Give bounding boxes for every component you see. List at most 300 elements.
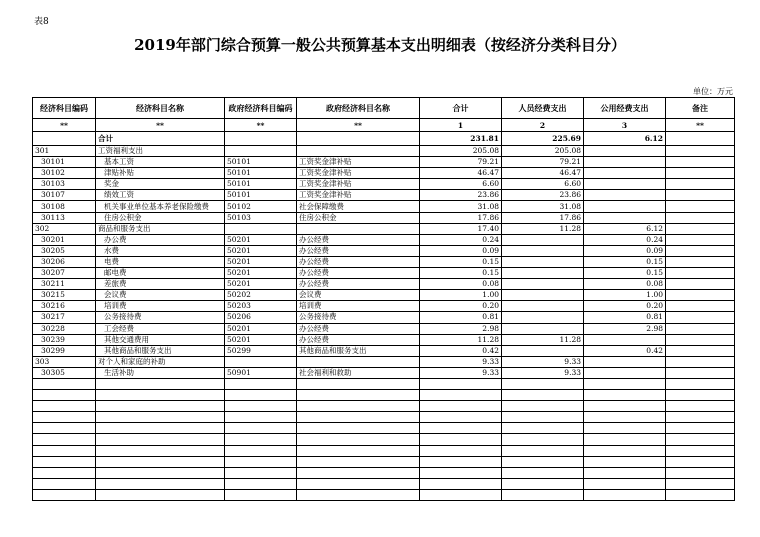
gov-name-cell: 其他商品和服务支出 (297, 345, 420, 356)
public-cell: 6.12 (584, 132, 666, 146)
table-body (33, 132, 735, 501)
sum-cell: 17.40 (420, 223, 502, 234)
gov-code-cell: 50102 (225, 201, 297, 212)
code-cell: 30201 (33, 234, 96, 245)
code-cell: 30108 (33, 201, 96, 212)
gov-code-cell (225, 146, 297, 157)
gov-name-cell: 工资奖金津补贴 (297, 179, 420, 190)
public-cell (584, 190, 666, 201)
empty-cell (225, 378, 297, 389)
header-cell: 政府经济科目编码 (225, 98, 297, 119)
name-cell: 工会经费 (96, 323, 225, 334)
empty-row (33, 467, 735, 478)
code-cell: 30239 (33, 334, 96, 345)
personnel-cell (502, 301, 584, 312)
gov-code-cell (225, 356, 297, 367)
note-cell (666, 334, 735, 345)
empty-cell (420, 456, 502, 467)
empty-cell (96, 434, 225, 445)
name-cell: 绩效工资 (96, 190, 225, 201)
empty-cell (225, 478, 297, 489)
public-cell: 0.20 (584, 301, 666, 312)
table-row (33, 256, 735, 267)
code-cell (33, 132, 96, 146)
personnel-cell: 225.69 (502, 132, 584, 146)
empty-cell (96, 378, 225, 389)
sum-cell: 46.47 (420, 168, 502, 179)
gov-name-cell (297, 132, 420, 146)
empty-cell (225, 423, 297, 434)
public-cell: 0.15 (584, 256, 666, 267)
empty-cell (420, 478, 502, 489)
budget-table (32, 97, 735, 501)
note-cell (666, 245, 735, 256)
table-row (33, 279, 735, 290)
personnel-cell (502, 323, 584, 334)
table-row (33, 367, 735, 378)
note-cell (666, 279, 735, 290)
gov-code-cell: 50101 (225, 168, 297, 179)
empty-cell (297, 412, 420, 423)
empty-cell (666, 456, 735, 467)
empty-cell (502, 434, 584, 445)
sum-cell: 205.08 (420, 146, 502, 157)
public-cell (584, 212, 666, 223)
empty-cell (297, 445, 420, 456)
empty-cell (502, 423, 584, 434)
empty-cell (420, 390, 502, 401)
sum-cell: 11.28 (420, 334, 502, 345)
gov-name-cell (297, 223, 420, 234)
empty-cell (420, 489, 502, 500)
empty-cell (33, 478, 96, 489)
code-cell: 30207 (33, 268, 96, 279)
name-cell: 商品和服务支出 (96, 223, 225, 234)
empty-cell (297, 390, 420, 401)
personnel-cell: 23.86 (502, 190, 584, 201)
note-cell (666, 179, 735, 190)
empty-cell (420, 434, 502, 445)
table-row (33, 290, 735, 301)
gov-code-cell: 50201 (225, 245, 297, 256)
table-row (33, 146, 735, 157)
gov-code-cell (225, 223, 297, 234)
header-cell: 经济科目编码 (33, 98, 96, 119)
personnel-cell: 6.60 (502, 179, 584, 190)
name-cell: 工资福利支出 (96, 146, 225, 157)
empty-cell (666, 445, 735, 456)
personnel-cell: 17.86 (502, 212, 584, 223)
empty-cell (502, 489, 584, 500)
empty-cell (420, 401, 502, 412)
empty-cell (584, 401, 666, 412)
name-cell: 其他商品和服务支出 (96, 345, 225, 356)
empty-cell (502, 478, 584, 489)
empty-cell (33, 401, 96, 412)
gov-code-cell: 50201 (225, 323, 297, 334)
personnel-cell: 31.08 (502, 201, 584, 212)
note-cell (666, 256, 735, 267)
sum-cell: 231.81 (420, 132, 502, 146)
code-cell: 30215 (33, 290, 96, 301)
gov-code-cell (225, 132, 297, 146)
sum-cell: 0.42 (420, 345, 502, 356)
empty-cell (502, 412, 584, 423)
gov-code-cell: 50201 (225, 279, 297, 290)
empty-row (33, 378, 735, 389)
gov-name-cell (297, 146, 420, 157)
name-cell: 津贴补贴 (96, 168, 225, 179)
sum-cell: 79.21 (420, 157, 502, 168)
gov-code-cell: 50103 (225, 212, 297, 223)
personnel-cell: 11.28 (502, 223, 584, 234)
sum-cell: 2.98 (420, 323, 502, 334)
empty-cell (33, 412, 96, 423)
empty-cell (33, 434, 96, 445)
unit-label: 单位：万元 (693, 87, 733, 96)
empty-row (33, 434, 735, 445)
name-cell: 电费 (96, 256, 225, 267)
empty-cell (666, 489, 735, 500)
empty-cell (584, 434, 666, 445)
table-row (33, 334, 735, 345)
public-cell: 0.09 (584, 245, 666, 256)
empty-cell (225, 390, 297, 401)
personnel-cell: 9.33 (502, 367, 584, 378)
sum-cell: 17.86 (420, 212, 502, 223)
empty-cell (420, 378, 502, 389)
note-cell (666, 146, 735, 157)
gov-code-cell: 50299 (225, 345, 297, 356)
gov-name-cell: 工资奖金津补贴 (297, 190, 420, 201)
table-row (33, 345, 735, 356)
empty-cell (225, 412, 297, 423)
code-cell: 30101 (33, 157, 96, 168)
empty-cell (225, 401, 297, 412)
empty-row (33, 390, 735, 401)
gov-code-cell: 50201 (225, 268, 297, 279)
empty-cell (584, 423, 666, 434)
empty-cell (584, 467, 666, 478)
empty-cell (584, 445, 666, 456)
personnel-cell (502, 279, 584, 290)
gov-name-cell: 工资奖金津补贴 (297, 168, 420, 179)
empty-cell (96, 467, 225, 478)
empty-cell (666, 423, 735, 434)
empty-cell (297, 401, 420, 412)
total-row (33, 132, 735, 146)
public-cell (584, 157, 666, 168)
code-cell: 30107 (33, 190, 96, 201)
header-cell: 备注 (666, 98, 735, 119)
public-cell: 0.81 (584, 312, 666, 323)
note-cell (666, 168, 735, 179)
name-cell: 住房公积金 (96, 212, 225, 223)
gov-name-cell: 办公经费 (297, 234, 420, 245)
sum-cell: 31.08 (420, 201, 502, 212)
note-cell (666, 132, 735, 146)
header-cell: 公用经费支出 (584, 98, 666, 119)
empty-cell (96, 423, 225, 434)
empty-row (33, 445, 735, 456)
empty-cell (33, 390, 96, 401)
sum-cell: 0.09 (420, 245, 502, 256)
gov-code-cell: 50901 (225, 367, 297, 378)
personnel-cell (502, 256, 584, 267)
sum-cell: 0.81 (420, 312, 502, 323)
code-cell: 30305 (33, 367, 96, 378)
public-cell (584, 179, 666, 190)
header-cell: 合计 (420, 98, 502, 119)
empty-cell (584, 478, 666, 489)
gov-name-cell: 社会福利和救助 (297, 367, 420, 378)
empty-cell (502, 467, 584, 478)
public-cell: 0.42 (584, 345, 666, 356)
table-row (33, 157, 735, 168)
empty-cell (666, 478, 735, 489)
gov-code-cell: 50203 (225, 301, 297, 312)
gov-name-cell: 培训费 (297, 301, 420, 312)
gov-code-cell: 50101 (225, 179, 297, 190)
empty-cell (584, 489, 666, 500)
gov-name-cell: 会议费 (297, 290, 420, 301)
code-cell: 30216 (33, 301, 96, 312)
sum-cell: 0.24 (420, 234, 502, 245)
empty-cell (297, 434, 420, 445)
code-cell: 30102 (33, 168, 96, 179)
code-cell: 30217 (33, 312, 96, 323)
gov-code-cell: 50201 (225, 256, 297, 267)
empty-cell (33, 423, 96, 434)
note-cell (666, 345, 735, 356)
empty-cell (584, 390, 666, 401)
note-cell (666, 157, 735, 168)
empty-cell (33, 378, 96, 389)
subheader-cell: ** (96, 119, 225, 132)
gov-name-cell (297, 356, 420, 367)
name-cell: 邮电费 (96, 268, 225, 279)
public-cell (584, 356, 666, 367)
note-cell (666, 212, 735, 223)
public-cell: 0.15 (584, 268, 666, 279)
personnel-cell (502, 268, 584, 279)
empty-cell (297, 478, 420, 489)
header-cell: 人员经费支出 (502, 98, 584, 119)
table-row (33, 356, 735, 367)
empty-cell (96, 489, 225, 500)
empty-cell (96, 478, 225, 489)
empty-cell (96, 390, 225, 401)
empty-cell (96, 445, 225, 456)
empty-cell (96, 412, 225, 423)
empty-row (33, 401, 735, 412)
public-cell (584, 168, 666, 179)
empty-cell (420, 412, 502, 423)
page-title: 2019年部门综合预算一般公共预算基本支出明细表（按经济分类科目分） (134, 36, 626, 54)
empty-cell (33, 467, 96, 478)
public-cell (584, 201, 666, 212)
gov-name-cell: 公务接待费 (297, 312, 420, 323)
empty-cell (666, 412, 735, 423)
gov-name-cell: 工资奖金津补贴 (297, 157, 420, 168)
header-cell: 政府经济科目名称 (297, 98, 420, 119)
public-cell: 0.08 (584, 279, 666, 290)
code-cell: 302 (33, 223, 96, 234)
empty-cell (420, 423, 502, 434)
gov-name-cell: 社会保障缴费 (297, 201, 420, 212)
note-cell (666, 234, 735, 245)
gov-code-cell: 50101 (225, 190, 297, 201)
sum-cell: 23.86 (420, 190, 502, 201)
empty-cell (502, 390, 584, 401)
note-cell (666, 301, 735, 312)
note-cell (666, 201, 735, 212)
gov-code-cell: 50206 (225, 312, 297, 323)
personnel-cell: 46.47 (502, 168, 584, 179)
table-row (33, 234, 735, 245)
empty-cell (225, 445, 297, 456)
empty-row (33, 489, 735, 500)
table-row (33, 223, 735, 234)
public-cell: 0.24 (584, 234, 666, 245)
name-cell: 其他交通费用 (96, 334, 225, 345)
sum-cell: 6.60 (420, 179, 502, 190)
sum-cell: 0.08 (420, 279, 502, 290)
empty-cell (584, 412, 666, 423)
empty-cell (666, 378, 735, 389)
subheader-cell: ** (666, 119, 735, 132)
name-cell: 培训费 (96, 301, 225, 312)
note-cell (666, 312, 735, 323)
personnel-cell (502, 290, 584, 301)
gov-name-cell: 办公经费 (297, 279, 420, 290)
personnel-cell: 11.28 (502, 334, 584, 345)
subheader-cell: 1 (420, 119, 502, 132)
note-cell (666, 223, 735, 234)
empty-cell (225, 467, 297, 478)
code-cell: 30113 (33, 212, 96, 223)
subheader-cell: 2 (502, 119, 584, 132)
personnel-cell (502, 245, 584, 256)
header-cell: 经济科目名称 (96, 98, 225, 119)
gov-code-cell: 50101 (225, 157, 297, 168)
personnel-cell (502, 234, 584, 245)
name-cell: 水费 (96, 245, 225, 256)
subheader-cell: 3 (584, 119, 666, 132)
gov-name-cell: 办公经费 (297, 334, 420, 345)
note-cell (666, 290, 735, 301)
gov-name-cell: 办公经费 (297, 245, 420, 256)
code-cell: 30205 (33, 245, 96, 256)
gov-name-cell: 住房公积金 (297, 212, 420, 223)
table-row (33, 168, 735, 179)
note-cell (666, 323, 735, 334)
name-cell: 生活补助 (96, 367, 225, 378)
table-row (33, 179, 735, 190)
empty-cell (33, 445, 96, 456)
empty-cell (666, 467, 735, 478)
empty-cell (96, 456, 225, 467)
sum-cell: 0.15 (420, 268, 502, 279)
public-cell: 6.12 (584, 223, 666, 234)
name-cell: 奖金 (96, 179, 225, 190)
gov-code-cell: 50201 (225, 234, 297, 245)
empty-cell (225, 456, 297, 467)
personnel-cell: 205.08 (502, 146, 584, 157)
personnel-cell (502, 312, 584, 323)
sum-cell: 9.33 (420, 367, 502, 378)
empty-cell (33, 489, 96, 500)
table-row (33, 268, 735, 279)
subheader-row (33, 119, 735, 132)
public-cell: 1.00 (584, 290, 666, 301)
table-row (33, 212, 735, 223)
public-cell (584, 334, 666, 345)
note-cell (666, 367, 735, 378)
sum-cell: 0.15 (420, 256, 502, 267)
empty-cell (225, 434, 297, 445)
sum-cell: 0.20 (420, 301, 502, 312)
gov-code-cell: 50201 (225, 334, 297, 345)
gov-name-cell: 办公经费 (297, 256, 420, 267)
table-row (33, 312, 735, 323)
empty-cell (666, 401, 735, 412)
empty-cell (33, 456, 96, 467)
empty-cell (420, 445, 502, 456)
code-cell: 30228 (33, 323, 96, 334)
empty-cell (96, 401, 225, 412)
table-row (33, 245, 735, 256)
empty-cell (420, 467, 502, 478)
empty-row (33, 423, 735, 434)
empty-cell (297, 489, 420, 500)
subheader-cell: ** (297, 119, 420, 132)
empty-cell (666, 390, 735, 401)
empty-cell (297, 423, 420, 434)
table-row (33, 323, 735, 334)
name-cell: 会议费 (96, 290, 225, 301)
gov-name-cell: 办公经费 (297, 268, 420, 279)
code-cell: 303 (33, 356, 96, 367)
empty-row (33, 412, 735, 423)
personnel-cell: 9.33 (502, 356, 584, 367)
sum-cell: 9.33 (420, 356, 502, 367)
empty-cell (584, 456, 666, 467)
gov-code-cell: 50202 (225, 290, 297, 301)
name-cell: 公务接待费 (96, 312, 225, 323)
subheader-cell: ** (33, 119, 96, 132)
name-cell: 差旅费 (96, 279, 225, 290)
empty-cell (502, 401, 584, 412)
code-cell: 30206 (33, 256, 96, 267)
code-cell: 30103 (33, 179, 96, 190)
empty-row (33, 456, 735, 467)
personnel-cell: 79.21 (502, 157, 584, 168)
code-cell: 30299 (33, 345, 96, 356)
name-cell: 合计 (96, 132, 225, 146)
empty-cell (502, 378, 584, 389)
empty-cell (502, 456, 584, 467)
public-cell (584, 146, 666, 157)
header-row (33, 98, 735, 119)
empty-cell (666, 434, 735, 445)
table-row (33, 190, 735, 201)
table-row (33, 301, 735, 312)
public-cell: 2.98 (584, 323, 666, 334)
empty-cell (297, 456, 420, 467)
code-cell: 30211 (33, 279, 96, 290)
public-cell (584, 367, 666, 378)
